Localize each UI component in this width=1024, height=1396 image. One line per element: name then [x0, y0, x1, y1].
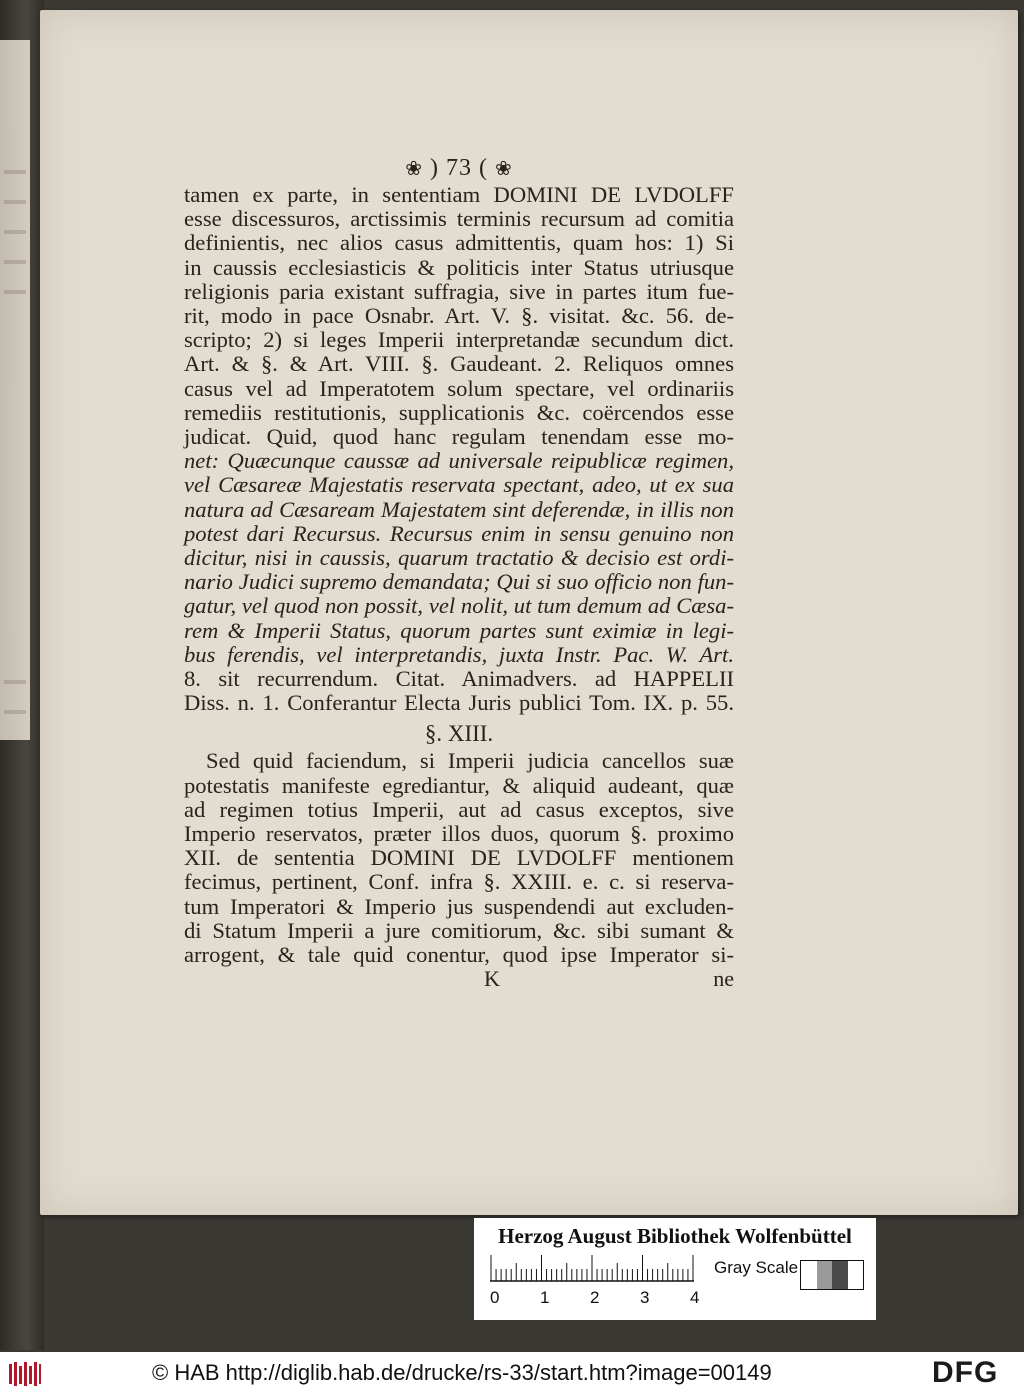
- book-page: [40, 10, 1018, 1215]
- text-line: Diss. n. 1. Conferantur Electa Juris publici Tom. IX. p. 55.: [184, 690, 734, 716]
- ruler-number: 2: [590, 1288, 600, 1307]
- text-line-italic: potest dari Recursus. Recursus enim in sensu genuino non: [184, 520, 734, 546]
- text-line: definientis, nec alios casus admittentis, quam hos: 1) Si: [184, 230, 734, 256]
- text-line: religionis paria existant suffragia, sive in partes itum fue-: [184, 278, 734, 304]
- text-line: tum Imperatori & Imperio jus suspendendi aut excluden-: [184, 893, 734, 919]
- text-line-italic: vel Cæsareæ Majestatis reservata spectant, adeo, ut ex sua: [184, 472, 734, 498]
- paragraph-bottom: [184, 749, 734, 967]
- text-line-italic: nario Judici supremo demandata; Qui si suo officio non fun-: [184, 569, 734, 595]
- text-line: rit, modo in pace Osnabr. Art. V. §. visitat. &c. 56. de-: [184, 303, 734, 329]
- hab-logo-icon: [8, 1360, 42, 1388]
- gray-swatch: [848, 1261, 864, 1289]
- gray-swatch: [832, 1261, 848, 1289]
- text-line: fecimus, pertinent, Conf. infra §. XXIII. e. c. si reserva-: [184, 869, 734, 895]
- text-line: di Statum Imperii a jure comitiorum, &c. sibi sumant &: [184, 917, 734, 943]
- gray-swatch: [801, 1261, 817, 1289]
- dfg-logo: DFG: [932, 1356, 999, 1389]
- library-color-card: [474, 1218, 876, 1320]
- text-line: tamen ex parte, in sententiam DOMINI DE LVDOLFF: [184, 182, 734, 207]
- text-line: esse discessuros, arctissimis terminis recursum ad comitia: [184, 206, 734, 232]
- text-line: arrogent, & tale quid conentur, quod ipse Imperator si-: [184, 942, 734, 968]
- ruler-number: 0: [490, 1288, 500, 1307]
- text-line: scripto; 2) si leges Imperii interpretandæ secundum dict.: [184, 327, 734, 353]
- underlying-page-edge: [0, 40, 30, 740]
- signature-mark: K: [484, 966, 500, 992]
- gray-swatches: [800, 1260, 864, 1290]
- scale-row: [484, 1252, 866, 1314]
- text-line: potestatis manifeste egrediantur, & aliquid audeant, quæ: [184, 772, 734, 798]
- grayscale-label: Gray Scale: [714, 1258, 799, 1277]
- text-line: Art. & §. & Art. VIII. §. Gaudeant. 2. Reliquos omnes: [184, 351, 734, 377]
- copyright-link[interactable]: © HAB http://diglib.hab.de/drucke/rs-33/start.htm?image=00149: [152, 1360, 772, 1385]
- ornament-right-icon: ❀: [494, 156, 513, 180]
- text-line-italic: net: Quæcunque caussæ ad universale reipublicæ regimen,: [184, 448, 734, 474]
- text-line: 8. sit recurrendum. Citat. Animadvers. ad HAPPELII: [184, 666, 734, 692]
- text-line-italic: rem & Imperii Status, quorum partes sunt eximiæ in legi-: [184, 617, 734, 643]
- catchword: ne: [713, 966, 734, 992]
- signature-row: [184, 967, 734, 991]
- page-header: [184, 155, 734, 181]
- text-line: remediis restitutionis, supplicationis &c. coërcendos esse: [184, 399, 734, 425]
- ruler-number: 3: [640, 1288, 650, 1307]
- text-line: Imperio reservatos, præter illos duos, quorum §. proximo: [184, 821, 734, 847]
- page-number: ) 73 (: [430, 155, 488, 181]
- library-name: Herzog August Bibliothek Wolfenbüttel: [498, 1224, 852, 1248]
- text-line-italic: bus ferendis, vel interpretandis, juxta Instr. Pac. W. Art.: [184, 641, 734, 667]
- text-line: in caussis ecclesiasticis & politicis inter Status utriusque: [184, 254, 734, 280]
- text-line: Sed quid faciendum, si Imperii judicia cancellos suæ: [206, 748, 734, 774]
- gray-swatch: [817, 1261, 833, 1289]
- footer-bar: [0, 1352, 1024, 1396]
- ruler-scale: [490, 1254, 700, 1282]
- ruler-number: 1: [540, 1288, 550, 1307]
- text-line: ad regimen totius Imperii, aut ad casus exceptos, sive: [184, 796, 734, 822]
- text-line: XII. de sententia DOMINI DE LVDOLFF mentionem: [184, 845, 734, 871]
- page-text: [184, 155, 734, 991]
- text-line-italic: dicitur, nisi in caussis, quarum tractatio & decisio est ordi-: [184, 545, 734, 571]
- ornament-left-icon: ❀: [405, 156, 423, 180]
- section-heading: §. XIII.: [424, 721, 494, 747]
- text-line-italic: gatur, vel quod non possit, vel nolit, ut tum demum ad Cæsa-: [184, 593, 734, 619]
- text-line: judicat. Quid, quod hanc regulam tenendam esse mo-: [184, 424, 734, 450]
- text-line-italic: natura ad Cæsaream Majestatem sint deferendæ, in illis non: [184, 496, 734, 522]
- text-line: casus vel ad Imperatotem solum spectare, vel ordinariis: [184, 375, 734, 401]
- paragraph-top: [184, 183, 734, 715]
- ruler-number: 4: [690, 1288, 700, 1307]
